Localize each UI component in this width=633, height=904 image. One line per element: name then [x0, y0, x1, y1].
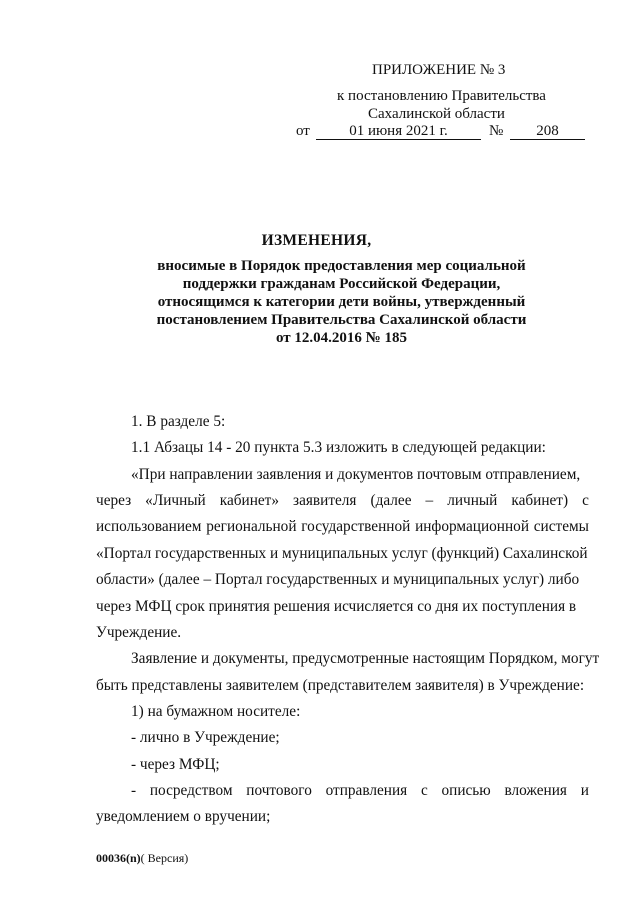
- resolution-number: 208: [510, 124, 585, 140]
- date-from-label: от: [296, 123, 310, 139]
- paragraph-line-justified: использованием региональной государственной информационной системы: [96, 518, 589, 535]
- number-label: №: [489, 123, 504, 139]
- list-item: - через МФЦ;: [131, 756, 220, 773]
- list-item: - лично в Учреждение;: [131, 729, 280, 746]
- paragraph-line-justified: через «Личный кабинет» заявителя (далее – личный кабинет) с: [96, 492, 589, 509]
- paragraph-line: «Портал государственных и муниципальных услуг (функций) Сахалинской: [96, 545, 588, 562]
- list-item-justified: - посредством почтового отправления с описью вложения и: [131, 782, 589, 799]
- doc-code: 00036(n): [96, 851, 141, 865]
- subtitle-line: от 12.04.2016 № 185: [276, 330, 407, 346]
- paragraph: 1.1 Абзацы 14 - 20 пункта 5.3 изложить в следующей редакции:: [131, 439, 546, 456]
- paragraph-line: быть представлены заявителем (представителем заявителя) в Учреждение:: [96, 677, 585, 694]
- footer-doc-code: [96, 851, 188, 866]
- paragraph-line: через МФЦ срок принятия решения исчисляется со дня их поступления в: [96, 598, 577, 615]
- document-title: ИЗМЕНЕНИЯ,: [261, 232, 372, 249]
- list-item: 1) на бумажном носителе:: [131, 703, 301, 720]
- subtitle-line: поддержки гражданам Российской Федерации,: [182, 276, 501, 292]
- region-name: Сахалинской области: [368, 106, 505, 122]
- paragraph-line: области» (далее – Портал государственных и муниципальных услуг) либо: [96, 571, 580, 588]
- section-item: 1. В разделе 5:: [131, 413, 226, 430]
- doc-version: ( Версия): [140, 851, 189, 865]
- appendix-label: ПРИЛОЖЕНИЕ № 3: [372, 62, 506, 78]
- paragraph-line: уведомлением о вручении;: [96, 808, 271, 825]
- subtitle-line: постановлением Правительства Сахалинской области: [156, 312, 527, 328]
- paragraph-line: Учреждение.: [96, 624, 182, 641]
- subtitle-line: вносимые в Порядок предоставления мер социальной: [157, 258, 526, 274]
- paragraph-line: Заявление и документы, предусмотренные настоящим Порядком, могут: [131, 650, 600, 667]
- resolution-reference: к постановлению Правительства: [337, 88, 546, 104]
- resolution-date: 01 июня 2021 г.: [316, 124, 481, 140]
- subtitle-line: относящимся к категории дети войны, утвержденный: [157, 294, 526, 310]
- paragraph-line: «При направлении заявления и документов почтовым отправлением,: [131, 466, 581, 483]
